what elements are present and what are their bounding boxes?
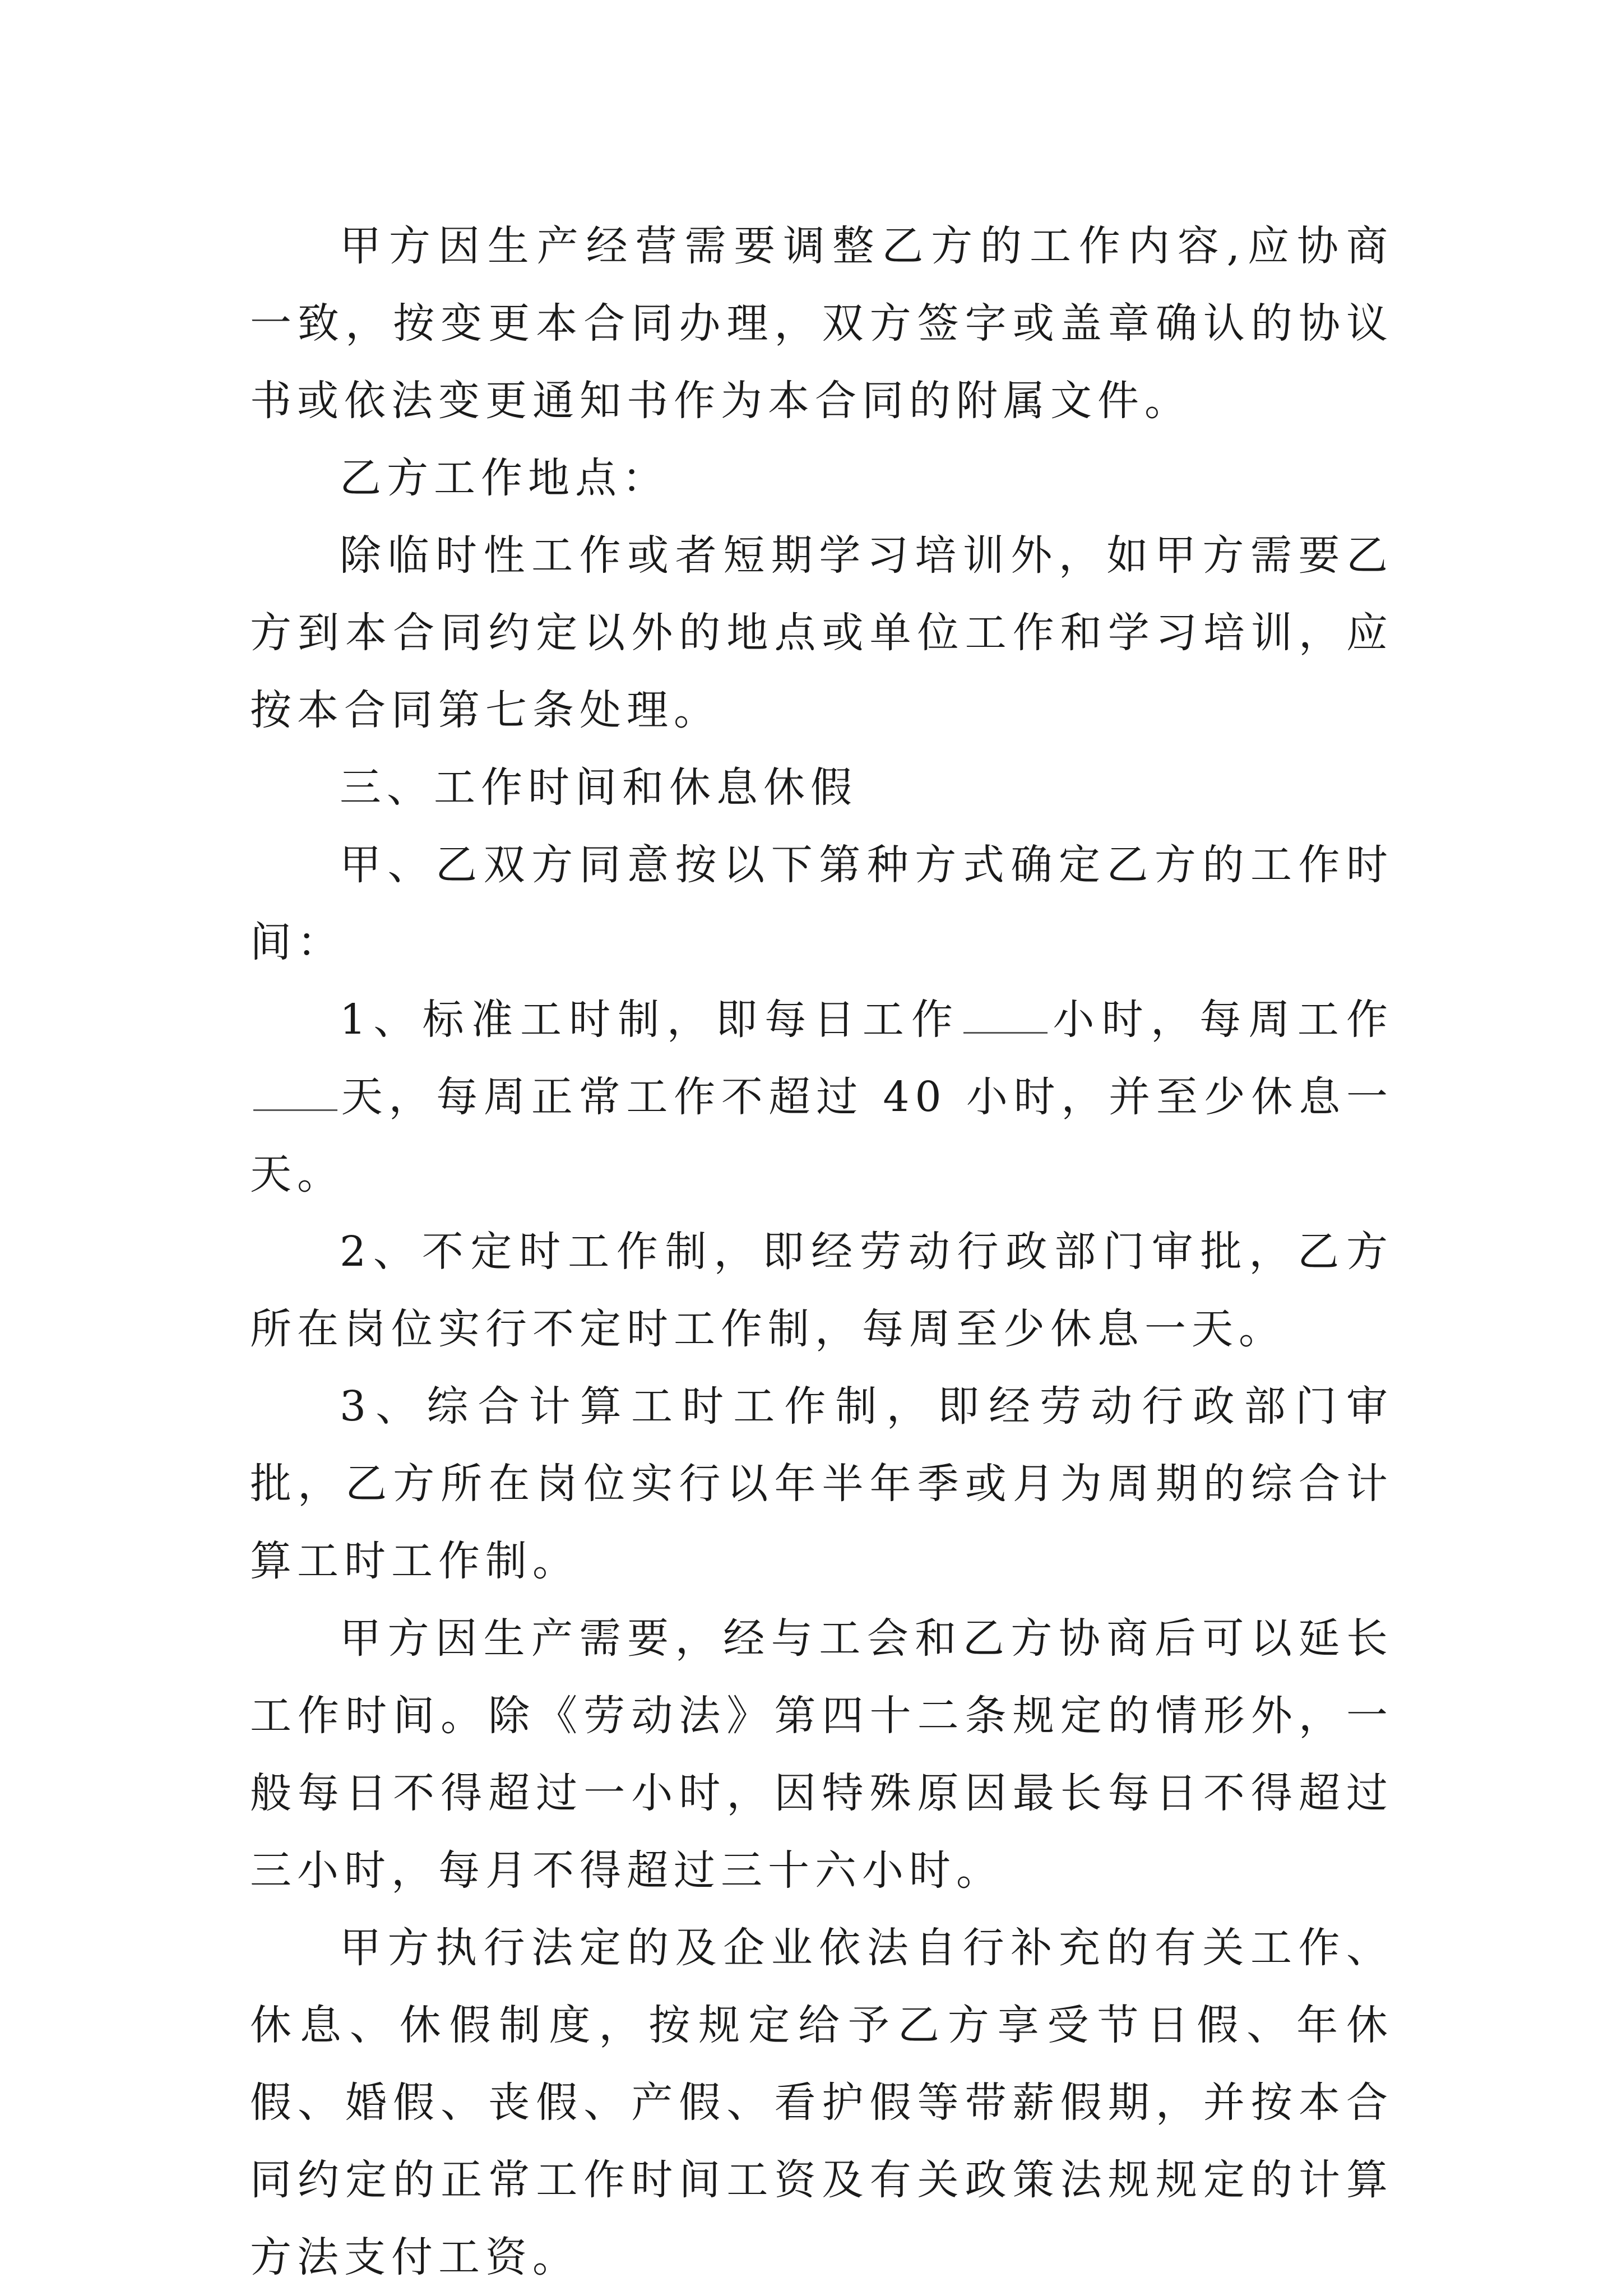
paragraph-work-location-heading: 乙方工作地点： [340,454,669,502]
paragraph-holidays: 甲方执行法定的及企业依法自行补充的有关工作、休息、休假制度，按规定给予乙方享受节日假、年休假、婚假、丧假、产假、看护假等带薪假期，并按本合同约定的正常工作时间工资及有关政策法规规定的计算方法支付工资。 [250,1924,1393,2281]
section-heading-work-hours: 三、工作时间和休息休假 [340,763,858,812]
paragraph-standard-hours [250,981,1393,1213]
standard-hours-text-1: 1、标准工时制，即每日工作 [340,996,961,1044]
document-body [250,207,1393,2296]
standard-hours-text-2: 小时，每周工作 [1051,996,1393,1044]
paragraph-flexible-hours: 2、不定时工作制，即经劳动行政部门审批，乙方所在岗位实行不定时工作制，每周至少休息一天。 [250,1228,1393,1353]
paragraph-comprehensive-hours: 3、综合计算工时工作制，即经劳动行政部门审批，乙方所在岗位实行以年半年季或月为周期的综合计算工时工作制。 [250,1382,1393,1585]
paragraph-work-hours-intro: 甲、乙双方同意按以下第种方式确定乙方的工作时间： [250,841,1393,966]
paragraph-job-adjustment: 甲方因生产经营需要调整乙方的工作内容,应协商一致，按变更本合同办理，双方签字或盖章确认的协议书或依法变更通知书作为本合同的附属文件。 [250,222,1393,425]
paragraph-overtime: 甲方因生产需要，经与工会和乙方协商后可以延长工作时间。除《劳动法》第四十二条规定的情形外，一般每日不得超过一小时，因特殊原因最长每日不得超过三小时，每月不得超过三十六小时。 [250,1614,1393,1895]
paragraph-work-location: 除临时性工作或者短期学习培训外，如甲方需要乙方到本合同约定以外的地点或单位工作和学习培训，应按本合同第七条处理。 [250,531,1393,734]
days-per-week-blank [253,1070,337,1111]
standard-hours-text-3: 天，每周正常工作不超过 40 小时，并至少休息一天。 [250,1073,1393,1198]
hours-per-day-blank [963,993,1048,1034]
